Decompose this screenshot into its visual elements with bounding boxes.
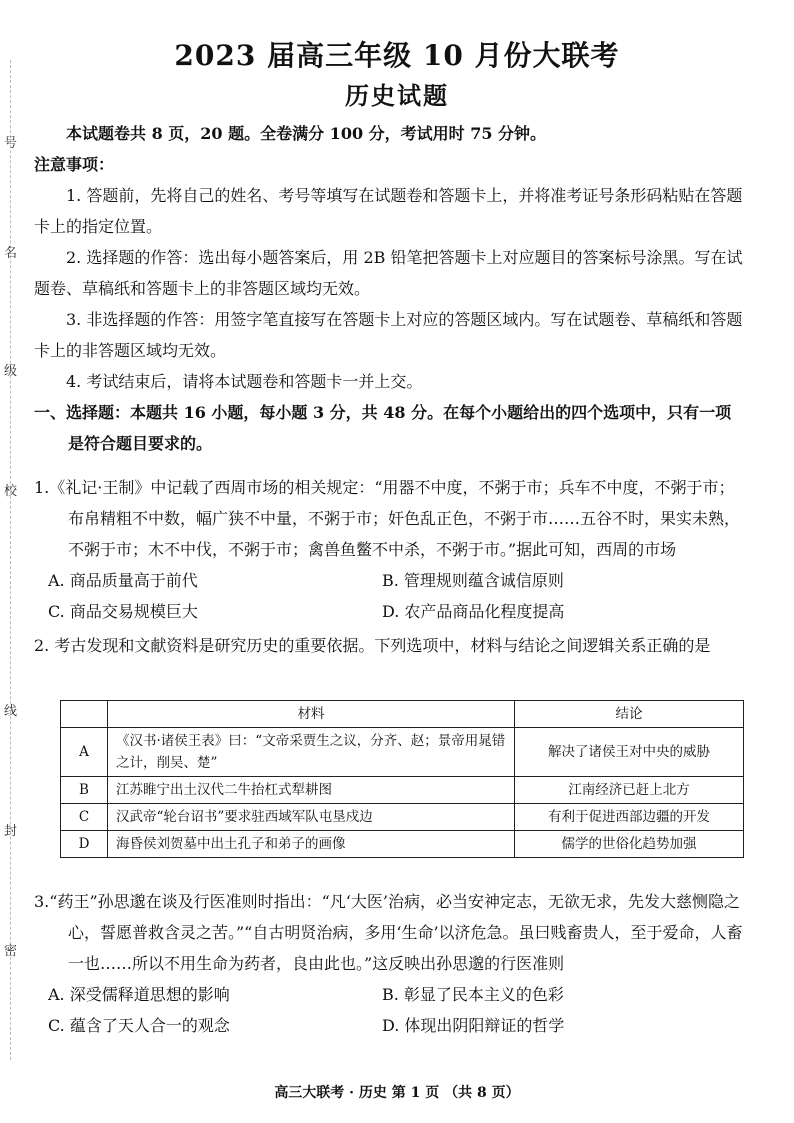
table-header <box>61 701 108 728</box>
table-row <box>61 777 744 804</box>
option-d: D. 体现出阴阳辩证的哲学 <box>382 1016 565 1035</box>
material-table <box>60 700 744 858</box>
table-cell: 儒学的世俗化趋势加强 <box>515 831 744 858</box>
table-cell: B <box>61 777 108 804</box>
notice-item: 3. 非选择题的作答：用签字笔直接写在答题卡上对应的答题区域内。写在试题卷、草稿纸和答题卡上的非答题区域均无效。 <box>34 310 743 360</box>
notice-item: 4. 考试结束后，请将本试题卷和答题卡一并上交。 <box>66 372 423 391</box>
option-row <box>34 565 746 596</box>
table-cell: 海昏侯刘贺墓中出土孔子和弟子的画像 <box>108 831 515 858</box>
option-b: B. 彰显了民本主义的色彩 <box>382 985 564 1004</box>
binding-margin <box>2 60 20 1060</box>
table-row <box>61 728 744 777</box>
table-cell: D <box>61 831 108 858</box>
option-c: C. 蕴含了天人合一的观念 <box>48 1016 230 1035</box>
option-row <box>34 979 746 1010</box>
table-row <box>61 831 744 858</box>
side-mark: 号 <box>4 136 18 151</box>
section-heading: 一、选择题：本题共 16 小题，每小题 3 分，共 48 分。在每个小题给出的四个选项中，只有一项是符合题目要求的。 <box>34 403 732 453</box>
table-row <box>61 804 744 831</box>
table-cell: 汉武帝“轮台诏书”要求驻西域军队屯垦戍边 <box>108 804 515 831</box>
table-cell: 解决了诸侯王对中央的威胁 <box>515 728 744 777</box>
question-3 <box>34 886 746 1041</box>
binding-line <box>10 60 11 1060</box>
notice-item: 1. 答题前，先将自己的姓名、考号等填写在试题卷和答题卡上，并将准考证号条形码粘贴在答题卡上的指定位置。 <box>34 186 743 236</box>
table-cell: 《汉书·诸侯王表》曰：“文帝采贾生之议，分齐、赵；景帝用晁错之计，削吴、楚” <box>108 728 515 777</box>
option-c: C. 商品交易规模巨大 <box>48 602 198 621</box>
option-d: D. 农产品商品化程度提高 <box>382 602 565 621</box>
subject-title: 历史试题 <box>345 81 449 110</box>
table-header-row <box>61 701 744 728</box>
exam-title: 2023 届高三年级 10 月份大联考 <box>174 39 620 72</box>
table-header: 材料 <box>108 701 515 728</box>
instructions-block <box>34 118 746 459</box>
question-stem: 3.“药王”孙思邈在谈及行医准则时指出：“凡‘大医’治病，必当安神定志，无欲无求，先发大慈恻隐之心，誓愿普救含灵之苦。”“自古明贤治病，多用‘生命’以济危急。虽曰贱畜贵人，至于爱命，人畜一也……所以不用生命为药者，良由此也。”这反映出孙思邈的行医准则 <box>34 892 743 973</box>
side-mark: 校 <box>4 484 18 499</box>
table-header: 结论 <box>515 701 744 728</box>
option-row <box>34 1010 746 1041</box>
option-a: A. 商品质量高于前代 <box>48 571 198 590</box>
option-row <box>34 596 746 627</box>
question-2 <box>34 630 746 661</box>
question-stem: 1.《礼记·王制》中记载了西周市场的相关规定：“用器不中度，不粥于市；兵车不中度，不粥于市；布帛精粗不中数，幅广狭不中量，不粥于市；奸色乱正色，不粥于市……五谷不时，果实未熟，不粥于市；木不中伐，不粥于市；禽兽鱼鳖不中杀，不粥于市。”据此可知，西周的市场 <box>34 478 741 559</box>
table-cell: 有利于促进西部边疆的开发 <box>515 804 744 831</box>
intro-text: 本试题卷共 8 页，20 题。全卷满分 100 分，考试用时 75 分钟。 <box>66 124 547 143</box>
table-cell: C <box>61 804 108 831</box>
option-a: A. 深受儒释道思想的影响 <box>48 985 230 1004</box>
table-cell: 江南经济已赶上北方 <box>515 777 744 804</box>
side-mark: 线 <box>4 704 18 719</box>
notice-item: 2. 选择题的作答：选出每小题答案后，用 2B 铅笔把答题卡上对应题目的答案标号涂黑。写在试题卷、草稿纸和答题卡上的非答题区域均无效。 <box>34 248 743 298</box>
table-cell: A <box>61 728 108 777</box>
question-1 <box>34 472 746 627</box>
side-mark: 名 <box>4 246 18 261</box>
table-cell: 江苏睢宁出土汉代二牛抬杠式犁耕图 <box>108 777 515 804</box>
side-mark: 级 <box>4 364 18 379</box>
option-b: B. 管理规则蕴含诚信原则 <box>382 571 564 590</box>
side-mark: 封 <box>4 824 18 839</box>
page-footer: 高三大联考 · 历史 第 1 页 （共 8 页） <box>274 1085 520 1101</box>
notice-heading: 注意事项： <box>34 155 115 174</box>
question-stem: 2. 考古发现和文献资料是研究历史的重要依据。下列选项中，材料与结论之间逻辑关系正确的是 <box>34 636 711 655</box>
side-mark: 密 <box>4 944 18 959</box>
